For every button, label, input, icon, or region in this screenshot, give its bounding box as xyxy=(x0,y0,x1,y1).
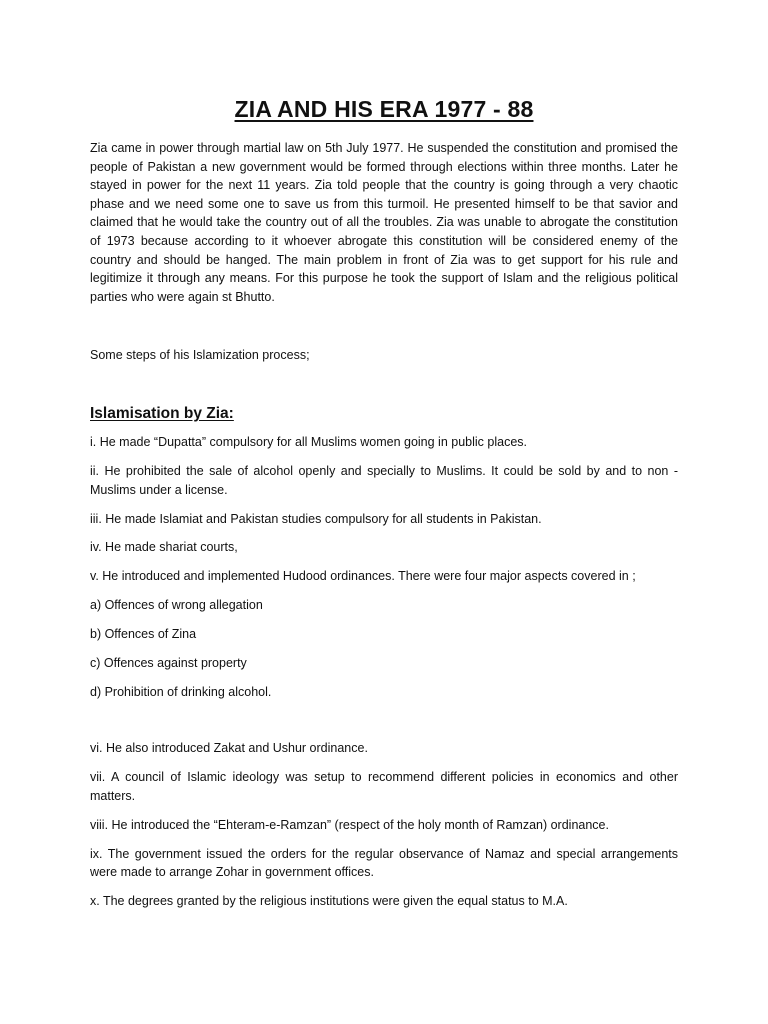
list-item: ii. He prohibited the sale of alcohol openly and specially to Muslims. It could be sold by and to non - Muslims under a license. xyxy=(90,463,678,497)
list-item: i. He made “Dupatta” compulsory for all Muslims women going in public places. xyxy=(90,434,527,449)
list-item: v. He introduced and implemented Hudood ordinances. There were four major aspects covered in ; xyxy=(90,569,636,584)
document-page xyxy=(90,96,678,921)
list-item: vi. He also introduced Zakat and Ushur ordinance. xyxy=(90,741,368,755)
list-item: b) Offences of Zina xyxy=(90,627,197,642)
list-item: ix. The government issued the orders for the regular observance of Namaz and special arrangements were made to arrange Zohar in government offices. xyxy=(90,846,678,880)
document-title: ZIA AND HIS ERA 1977 - 88 xyxy=(234,96,534,122)
list-item: x. The degrees granted by the religious institutions were given the equal status to M.A. xyxy=(90,894,568,909)
section-heading-islamisation: Islamisation by Zia: xyxy=(90,404,234,422)
list-item: c) Offences against property xyxy=(90,656,247,671)
islamisation-list xyxy=(90,433,678,911)
list-item: d) Prohibition of drinking alcohol. xyxy=(90,685,272,700)
steps-lead-text: Some steps of his Islamization process; xyxy=(90,348,310,363)
list-item: viii. He introduced the “Ehteram-e-Ramzan” (respect of the holy month of Ramzan) ordinance. xyxy=(90,817,609,832)
list-item: iv. He made shariat courts, xyxy=(90,540,238,555)
list-item: a) Offences of wrong allegation xyxy=(90,598,263,613)
list-item: vii. A council of Islamic ideology was setup to recommend different policies in economics and other matters. xyxy=(90,769,678,803)
intro-paragraph: Zia came in power through martial law on 5th July 1977. He suspended the constitution and promised the people of Pakistan a new government would be formed through elections within three months. Later he stayed in power for the next 11 years. Zia told people that the country is going through a very chaotic phase and we need some one to save us from this turmoil. He presented himself to be that savior and claimed that he would take the country out of all the troubles. Zia was unable to abrogate the constitution of 1973 because according to it whoever abrogate this constitution will be considered enemy of the country and should be hanged. The main problem in front of Zia was to get support for his rule and legitimize it through any means. For this purpose he took the support of Islam and the religious political parties who were again st Bhutto. xyxy=(90,141,678,304)
list-item: iii. He made Islamiat and Pakistan studies compulsory for all students in Pakistan. xyxy=(90,511,542,526)
